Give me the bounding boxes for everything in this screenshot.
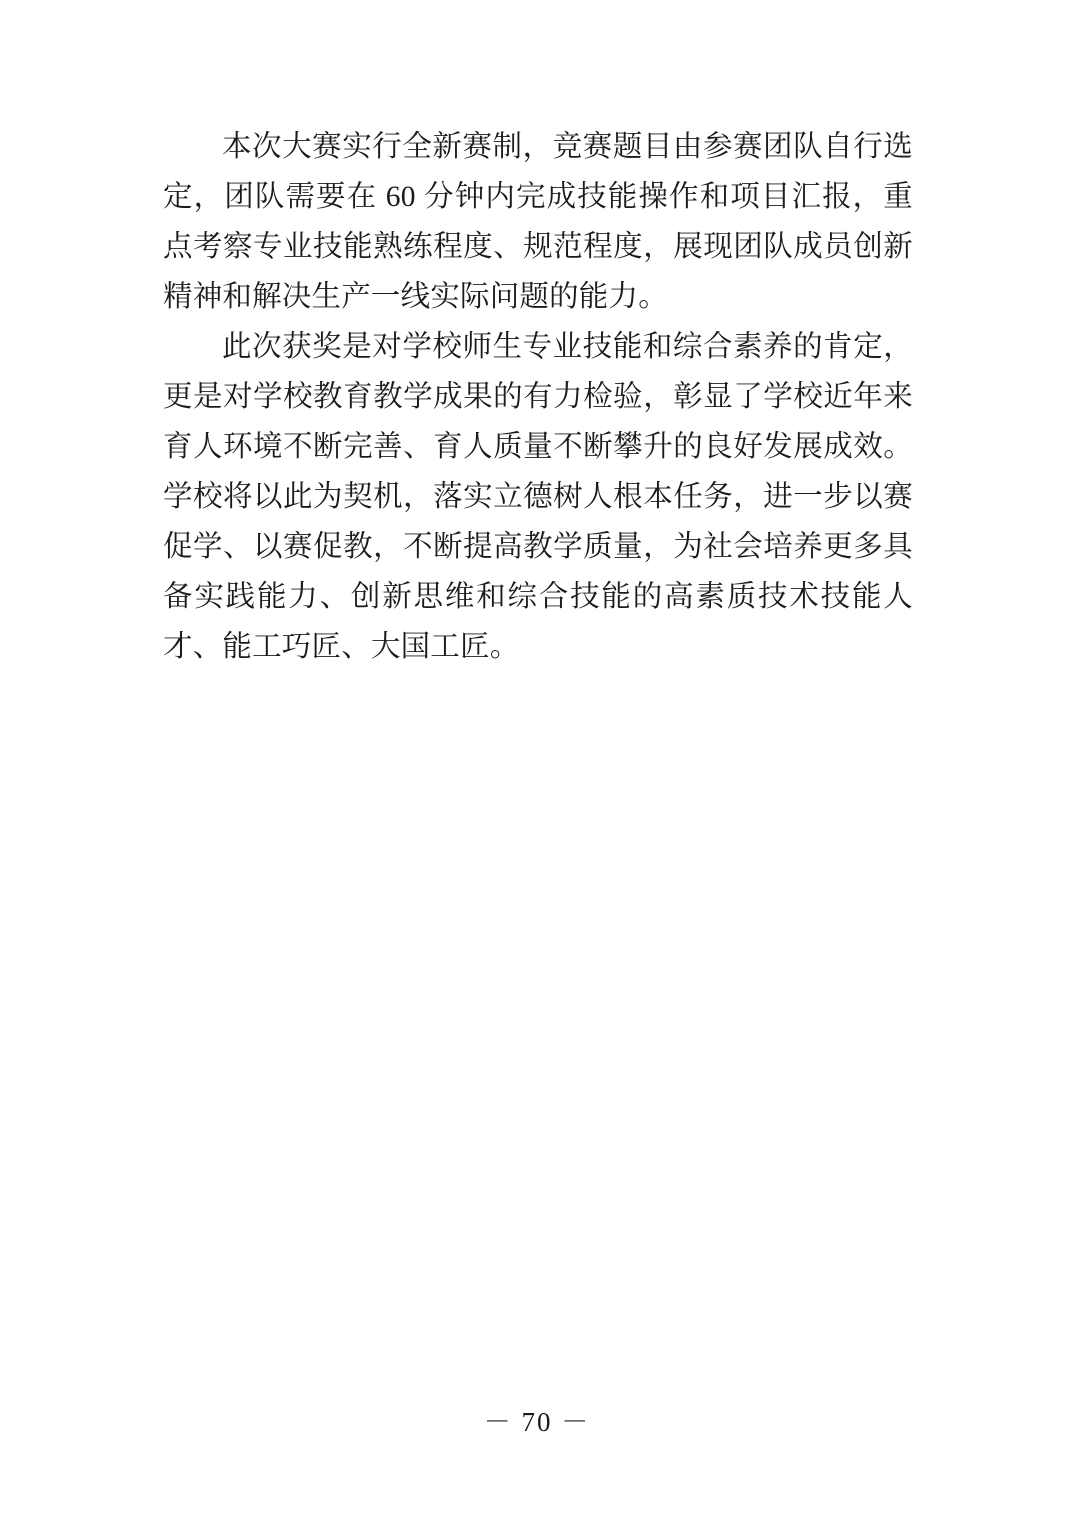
paragraph-1: 本次大赛实行全新赛制，竞赛题目由参赛团队自行选定，团队需要在 60 分钟内完成技能操作和项目汇报，重点考察专业技能熟练程度、规范程度，展现团队成员创新精神和解决生产一线实际问题的能力。	[163, 131, 913, 313]
paragraph-2: 此次获奖是对学校师生专业技能和综合素养的肯定，更是对学校教育教学成果的有力检验，彰显了学校近年来育人环境不断完善、育人质量不断攀升的良好发展成效。学校将以此为契机，落实立德树人根本任务，进一步以赛促学、以赛促教，不断提高教学质量，为社会培养更多具备实践能力、创新思维和综合技能的高素质技术技能人才、能工巧匠、大国工匠。	[163, 331, 913, 663]
page-number: － 70 －	[483, 1407, 591, 1437]
page-footer	[0, 1400, 1074, 1439]
page-body	[163, 122, 913, 672]
